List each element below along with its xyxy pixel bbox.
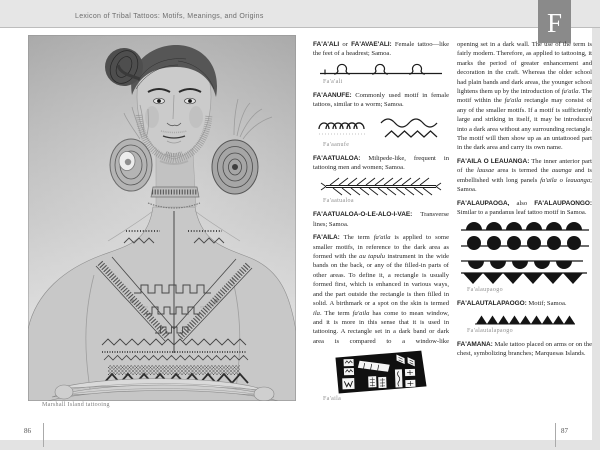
dictionary-entry	[457, 40, 592, 153]
motif-caption: Fa'a'ali	[323, 78, 343, 85]
dictionary-column-2	[457, 40, 592, 363]
entry-text: FA'ALAUTALAPAOGO: Motif; Samoa.	[457, 300, 567, 308]
entry-connector: or	[339, 41, 352, 48]
section-letter-tab: F	[538, 0, 571, 43]
motif-caption: Fa'aanufe	[323, 141, 350, 148]
dictionary-column-1	[313, 40, 449, 408]
running-header-title: Lexicon of Tribal Tattoos: Motifs, Meanings, and Origins	[75, 13, 264, 20]
entry-text: FA'AANUFE: Commonly used motif in female tattoos, similar to a worm; Samoa.	[313, 91, 449, 109]
motif-faaila-windows-icon	[313, 350, 449, 394]
motif-caption: Fa'alaupaogo	[467, 287, 503, 294]
dictionary-entry	[313, 154, 449, 205]
motif-caption: Fa'aila	[323, 396, 342, 403]
motif-triangles-up-icon	[457, 313, 592, 326]
dictionary-entry	[457, 299, 592, 333]
entry-headword: FA'A'ALI	[313, 41, 340, 48]
illustration-caption: Marshall Island tattooing	[42, 402, 110, 408]
motif-pandanus-rows-icon	[457, 221, 592, 285]
entry-headword: FA'AATUALOA-O-LE-ALO-I-VAE:	[313, 211, 413, 219]
entry-connector: also	[509, 199, 535, 207]
left-footer-rule	[43, 423, 44, 447]
entry-headword: FA'AILA:	[313, 234, 340, 242]
motif-caption: Fa'aatualoa	[323, 198, 354, 205]
left-page-number: 86	[24, 427, 31, 435]
dictionary-entry	[313, 40, 449, 85]
dictionary-entry	[457, 157, 592, 195]
entry-headword: FA'ALAUPAOGA,	[457, 199, 510, 207]
dictionary-entry	[313, 233, 449, 402]
entry-headword: FA'AILA O LEAUANGA:	[457, 157, 530, 165]
entry-text: FA'AILA O LEAUANGA: The inner anterior part of the lausae area is termed the auanga and is embellished with long panels fa'aila o leauanga; Samoa.	[457, 157, 593, 194]
entry-headword: FA'ALAUPAONGO:	[534, 199, 592, 207]
entry-headword: FA'AATUALOA:	[313, 154, 361, 162]
motif-headrest-feet-icon	[313, 63, 449, 77]
dictionary-entry	[457, 199, 592, 294]
entry-headword: FA'AMANA:	[457, 340, 493, 348]
entry-text: opening set in a dark wall. The use of the term is fairly modern. Therefore, as applied to tattooing, it marks the period of greater enhancement and decoration in the craft. Whereas the older school had plain bands and dark areas, the younger school lightens them up by the introduction of fa'aila. The motif within the fa'aila rectangle may consist of any of the smaller motifs. If a motif is sufficiently large and striking in itself, it may be introduced into a dark area without any surrounding rectangle. The motif will then show up as an untattooed part in the dark area and carry its own name.	[457, 41, 593, 152]
dictionary-entry	[313, 210, 449, 229]
motif-worm-group-icon	[313, 114, 449, 140]
dictionary-entry	[457, 340, 592, 359]
entry-headword: FA'AANUFE:	[313, 91, 352, 99]
marshall-islander-illustration	[28, 35, 296, 401]
entry-text: FA'AMANA: Male tattoo placed on arms or on the chest, symbolizing branches; Marquesas Islands.	[457, 340, 592, 358]
entry-headword: FA'AVAE'ALI:	[351, 41, 392, 48]
right-footer-rule	[555, 423, 556, 447]
dictionary-entry	[313, 91, 449, 148]
entry-text: FA'AATUALOA-O-LE-ALO-I-VAE: Transverse lines; Samoa.	[313, 211, 449, 228]
motif-caption: Fa'alautalapaogo	[467, 327, 513, 334]
entry-text: FA'ALAUPAOGA, also FA'ALAUPAONGO: Similar to a pandanus leaf tattoo motif in Samoa.	[457, 199, 592, 216]
entry-text: FA'AILA: The term fa'aila is applied to some smaller motifs, in reference to the dark area as formed with the au tapulu instrument in the wide bands on the back, or any of the filled-in parts of other areas. To define it, a rectangle is usually formed first, which is enhanced in various ways, and the part outside the rectangle is then filled in solid. A birthmark or a spot on the skin is termed ila. The term fa'aila has come to mean window, and it is more in this sense that it is used in tattooing. A rectangle set in a dark band or dark area is compared to a window-like	[313, 234, 450, 345]
entry-text: FA'A'ALI or FA'AVAE'ALI: Female tattoo—like the feet of a headrest; Samoa.	[313, 41, 450, 58]
entry-text: FA'AATUALOA: Milipede-like, frequent in tattooing men and women; Samoa.	[313, 154, 449, 172]
entry-headword: FA'ALAUTALAPAOGO:	[457, 300, 527, 308]
motif-millipede-icon	[313, 176, 449, 196]
right-page-number: 87	[561, 427, 568, 435]
